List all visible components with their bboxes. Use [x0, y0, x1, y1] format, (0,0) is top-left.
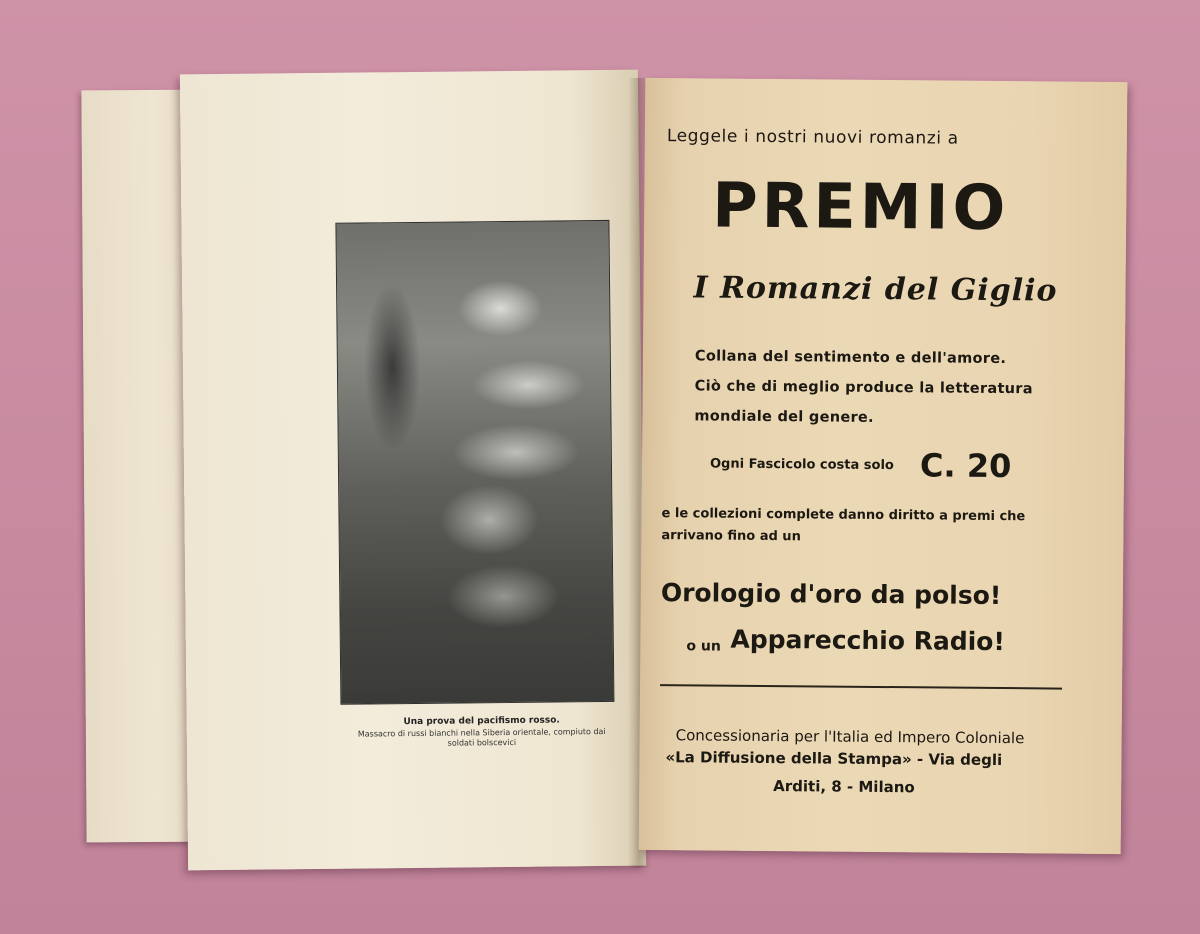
description-line: Collana del sentimento e dell'amore.	[694, 348, 1007, 368]
prize-radio: Apparecchio Radio!	[730, 624, 1005, 657]
concession-line: Concessionaria per l'Italia ed Impero Coloniale	[675, 726, 1025, 748]
photo-caption-title: Una prova del pacifismo rosso.	[403, 715, 560, 728]
headline: PREMIO	[711, 168, 1010, 245]
right-page-advertisement	[639, 78, 1128, 854]
series-title: I Romanzi del Giglio	[693, 270, 1058, 309]
black-white-photograph	[335, 220, 614, 705]
address-line: Arditi, 8 - Milano	[773, 777, 915, 797]
photo-caption-line: Massacro di russi bianchi nella Siberia orientale, compiuto dai	[357, 726, 606, 739]
divider-rule	[660, 684, 1062, 690]
description-line: mondiale del genere.	[694, 408, 874, 426]
collection-line: e le collezioni complete danno diritto a premi che	[661, 506, 1026, 525]
intro-line: Leggele i nostri nuovi romanzi a	[666, 126, 959, 149]
photo-caption-text	[327, 727, 637, 750]
description-line: Ciò che di meglio produce la letteratura	[694, 378, 1033, 398]
collection-line: arrivano fino ad un	[661, 528, 801, 545]
left-page	[180, 70, 646, 871]
prize-watch: Orologio d'oro da polso!	[660, 578, 1002, 611]
price-value: C. 20	[919, 446, 1012, 486]
address-line: «La Diffusione della Stampa» - Via degli	[665, 748, 1003, 770]
price-label: Ogni Fascicolo costa solo	[709, 456, 894, 474]
photo-caption-line: soldati bolscevici	[447, 737, 517, 748]
prize-radio-prefix: o un	[686, 638, 721, 655]
